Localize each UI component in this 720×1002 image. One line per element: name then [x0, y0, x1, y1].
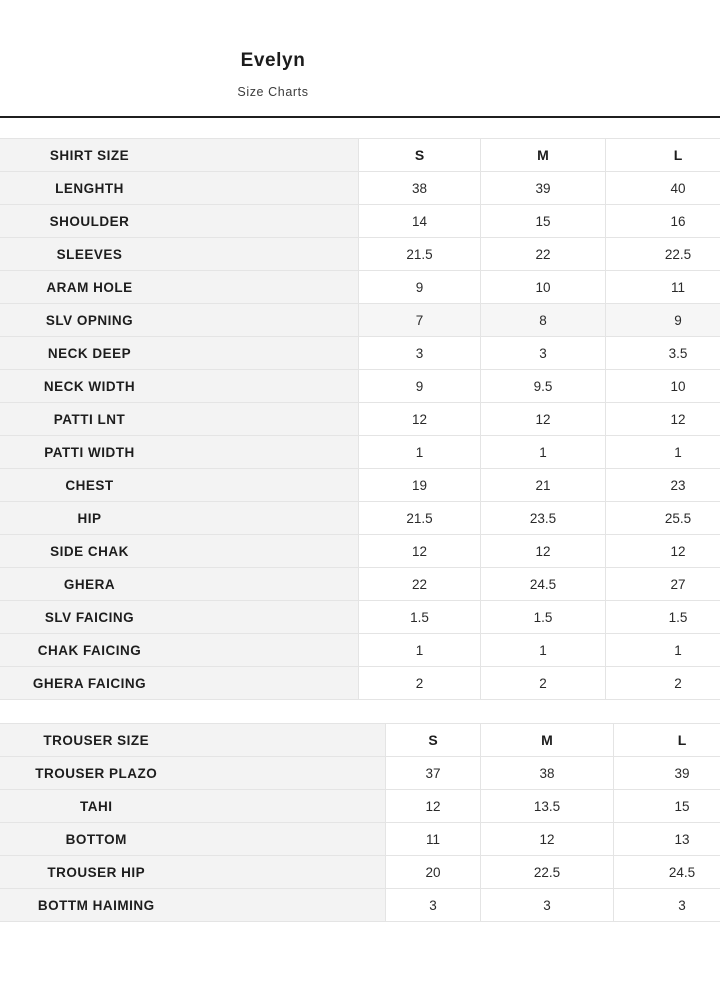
table-row-patti-lnt — [0, 403, 720, 436]
value-cell-m: 12 — [480, 403, 605, 435]
row-label: CHEST — [65, 477, 114, 493]
shirt-header-row — [0, 139, 720, 172]
value-cell-l: 1 — [605, 634, 720, 666]
value-cell-s: 2 — [358, 667, 480, 699]
value-cell-m: 3 — [480, 889, 613, 921]
row-label: SHOULDER — [49, 213, 130, 229]
value-cell-l: 22.5 — [605, 238, 720, 270]
row-label: BOTTM HAIMING — [37, 897, 155, 913]
value-cell-l: 10 — [605, 370, 720, 402]
row-label-cell — [0, 469, 358, 501]
row-label-cell — [0, 667, 358, 699]
row-label-cell — [0, 337, 358, 369]
size-column-header-m: M — [480, 139, 605, 171]
row-label-cell — [0, 403, 358, 435]
size-charts-section — [0, 118, 720, 922]
table-row-aram-hole — [0, 271, 720, 304]
table-row-trouser-hip — [0, 856, 720, 889]
value-cell-m: 24.5 — [480, 568, 605, 600]
size-chart-header — [0, 0, 720, 118]
row-label-cell — [0, 889, 385, 921]
value-cell-l: 27 — [605, 568, 720, 600]
table-row-side-chak — [0, 535, 720, 568]
table-row-sleeves — [0, 238, 720, 271]
row-label-cell — [0, 436, 358, 468]
value-cell-m: 1 — [480, 436, 605, 468]
table-row-chak-faicing — [0, 634, 720, 667]
row-label-cell — [0, 856, 385, 888]
size-column-header-l: L — [613, 724, 720, 756]
table-row-slv-opning — [0, 304, 720, 337]
value-cell-m: 10 — [480, 271, 605, 303]
shirt-header-label-cell — [0, 139, 358, 171]
value-cell-l: 15 — [613, 790, 720, 822]
row-label: SIDE CHAK — [50, 543, 129, 559]
value-cell-m: 12 — [480, 535, 605, 567]
value-cell-m: 1.5 — [480, 601, 605, 633]
table-row-patti-width — [0, 436, 720, 469]
table-row-bottom — [0, 823, 720, 856]
value-cell-s: 7 — [358, 304, 480, 336]
shirt-table-title: SHIRT SIZE — [49, 147, 130, 163]
row-label: NECK DEEP — [47, 345, 132, 361]
row-label-cell — [0, 304, 358, 336]
trouser-size-table — [0, 723, 720, 922]
value-cell-s: 37 — [385, 757, 480, 789]
value-cell-l: 12 — [605, 535, 720, 567]
table-row-bottm-haiming — [0, 889, 720, 922]
table-row-chest — [0, 469, 720, 502]
size-column-header-l: L — [605, 139, 720, 171]
value-cell-m: 15 — [480, 205, 605, 237]
table-row-trouser-plazo — [0, 757, 720, 790]
value-cell-l: 13 — [613, 823, 720, 855]
row-label-cell — [0, 634, 358, 666]
trouser-header-label-cell — [0, 724, 385, 756]
table-row-slv-faicing — [0, 601, 720, 634]
row-label: TROUSER HIP — [47, 864, 146, 880]
value-cell-s: 1 — [358, 436, 480, 468]
value-cell-s: 22 — [358, 568, 480, 600]
value-cell-m: 22.5 — [480, 856, 613, 888]
row-label-cell — [0, 172, 358, 204]
row-label: TROUSER PLAZO — [35, 765, 158, 781]
row-label: SLEEVES — [56, 246, 123, 262]
value-cell-s: 20 — [385, 856, 480, 888]
row-label-cell — [0, 271, 358, 303]
value-cell-s: 14 — [358, 205, 480, 237]
value-cell-l: 2 — [605, 667, 720, 699]
value-cell-m: 1 — [480, 634, 605, 666]
row-label: GHERA — [63, 576, 116, 592]
value-cell-m: 3 — [480, 337, 605, 369]
value-cell-l: 16 — [605, 205, 720, 237]
row-label-cell — [0, 535, 358, 567]
value-cell-l: 3.5 — [605, 337, 720, 369]
row-label-cell — [0, 601, 358, 633]
row-label-cell — [0, 790, 385, 822]
value-cell-s: 11 — [385, 823, 480, 855]
table-row-shoulder — [0, 205, 720, 238]
row-label: PATTI LNT — [53, 411, 126, 427]
row-label-cell — [0, 205, 358, 237]
value-cell-s: 9 — [358, 370, 480, 402]
table-row-ghera — [0, 568, 720, 601]
table-row-hip — [0, 502, 720, 535]
value-cell-m: 38 — [480, 757, 613, 789]
value-cell-s: 21.5 — [358, 238, 480, 270]
table-row-ghera-faicing — [0, 667, 720, 700]
shirt-size-table — [0, 138, 720, 700]
value-cell-m: 8 — [480, 304, 605, 336]
table-row-tahi — [0, 790, 720, 823]
row-label: SLV FAICING — [44, 609, 135, 625]
value-cell-s: 3 — [385, 889, 480, 921]
value-cell-l: 11 — [605, 271, 720, 303]
value-cell-m: 39 — [480, 172, 605, 204]
value-cell-s: 19 — [358, 469, 480, 501]
value-cell-m: 23.5 — [480, 502, 605, 534]
row-label: LENGHTH — [55, 180, 124, 196]
row-label: HIP — [77, 510, 102, 526]
value-cell-m: 9.5 — [480, 370, 605, 402]
row-label-cell — [0, 757, 385, 789]
value-cell-s: 12 — [358, 535, 480, 567]
value-cell-m: 12 — [480, 823, 613, 855]
row-label: BOTTOM — [65, 831, 127, 847]
value-cell-s: 12 — [385, 790, 480, 822]
row-label: PATTI WIDTH — [44, 444, 135, 460]
table-row-neck-deep — [0, 337, 720, 370]
value-cell-s: 1 — [358, 634, 480, 666]
row-label: ARAM HOLE — [46, 279, 133, 295]
page-subtitle: Size Charts — [237, 85, 309, 99]
value-cell-l: 1.5 — [605, 601, 720, 633]
value-cell-l: 3 — [613, 889, 720, 921]
row-label-cell — [0, 502, 358, 534]
header-text-block — [0, 0, 546, 99]
row-label-cell — [0, 238, 358, 270]
value-cell-l: 40 — [605, 172, 720, 204]
value-cell-l: 1 — [605, 436, 720, 468]
trouser-table-title: TROUSER SIZE — [43, 732, 150, 748]
value-cell-l: 39 — [613, 757, 720, 789]
value-cell-l: 12 — [605, 403, 720, 435]
row-label: SLV OPNING — [45, 312, 134, 328]
value-cell-m: 13.5 — [480, 790, 613, 822]
value-cell-m: 21 — [480, 469, 605, 501]
value-cell-l: 24.5 — [613, 856, 720, 888]
value-cell-l: 9 — [605, 304, 720, 336]
product-title: Evelyn — [240, 50, 306, 71]
value-cell-s: 9 — [358, 271, 480, 303]
value-cell-m: 2 — [480, 667, 605, 699]
size-column-header-s: S — [358, 139, 480, 171]
table-row-neck-width — [0, 370, 720, 403]
size-column-header-m: M — [480, 724, 613, 756]
row-label: CHAK FAICING — [37, 642, 142, 658]
row-label-cell — [0, 823, 385, 855]
value-cell-s: 38 — [358, 172, 480, 204]
value-cell-m: 22 — [480, 238, 605, 270]
table-row-lenghth — [0, 172, 720, 205]
value-cell-l: 23 — [605, 469, 720, 501]
value-cell-s: 21.5 — [358, 502, 480, 534]
row-label: TAHI — [80, 798, 113, 814]
value-cell-s: 1.5 — [358, 601, 480, 633]
row-label: NECK WIDTH — [43, 378, 136, 394]
value-cell-l: 25.5 — [605, 502, 720, 534]
size-column-header-s: S — [385, 724, 480, 756]
row-label-cell — [0, 568, 358, 600]
row-label: GHERA FAICING — [32, 675, 147, 691]
value-cell-s: 12 — [358, 403, 480, 435]
row-label-cell — [0, 370, 358, 402]
value-cell-s: 3 — [358, 337, 480, 369]
trouser-header-row — [0, 724, 720, 757]
